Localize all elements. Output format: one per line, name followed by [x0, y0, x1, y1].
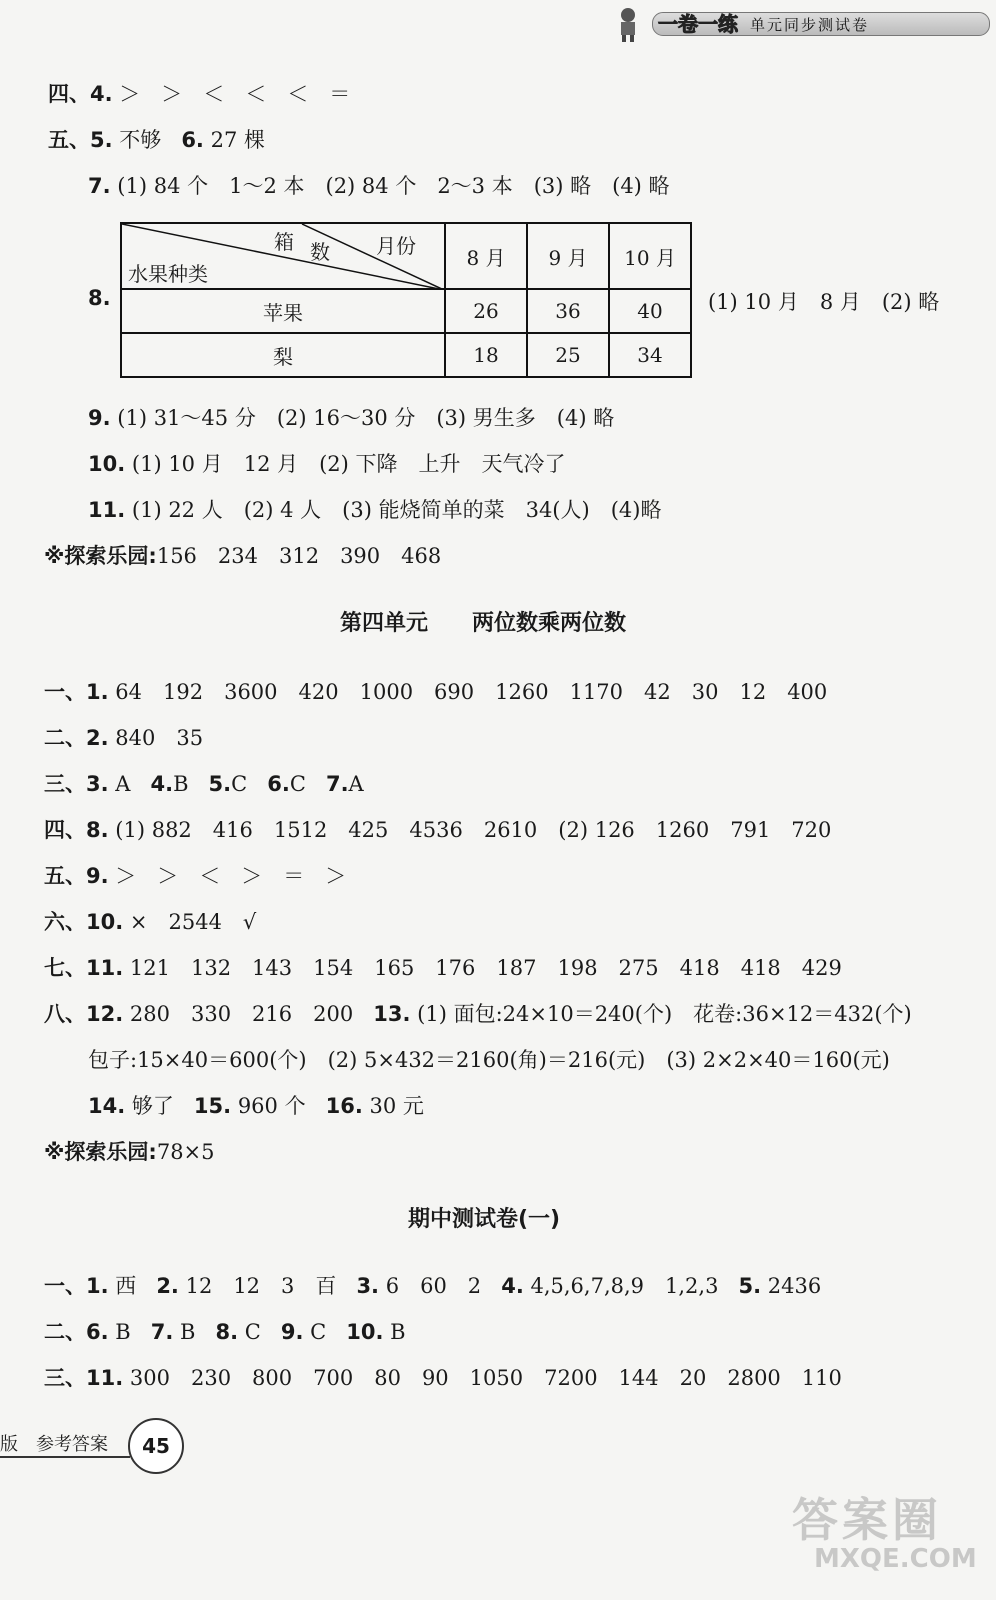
answer-line: 五、9. ＞ ＞ ＜ ＞ ＝ ＞	[44, 864, 347, 888]
row-header: 梨	[121, 333, 445, 377]
series-subtitle: 单元同步测试卷	[750, 16, 870, 34]
answer-line: 四、8. (1) 882 416 1512 425 4536 2610 (2) 126 1260 791 720	[44, 818, 832, 842]
answer-line: 10. (1) 10 月 12 月 (2) 下降 上升 天气冷了	[88, 452, 566, 476]
section-title: 期中测试卷(一)	[408, 1207, 561, 1232]
answer-line: 9. (1) 31～45 分 (2) 16～30 分 (3) 男生多 (4) 略	[88, 406, 615, 430]
answer-line: 三、11. 300 230 800 700 80 90 1050 7200 144 20 2800 110	[44, 1366, 842, 1390]
corner-label-right: 月份	[376, 234, 416, 258]
header-banner	[612, 6, 992, 40]
answer-line: 六、10. × 2544 √	[44, 910, 257, 934]
page-footer	[0, 1416, 200, 1476]
answer-line: ※探索乐园:156 234 312 390 468	[44, 544, 442, 568]
table-cell: 26	[445, 289, 527, 333]
answer-label: 8.	[88, 286, 111, 310]
corner-label-mid: 数	[310, 240, 330, 264]
table-cell: 25	[527, 333, 609, 377]
answer-line: 14. 够了 15. 960 个 16. 30 元	[88, 1094, 424, 1118]
row-header: 苹果	[121, 289, 445, 333]
footer-rule	[0, 1456, 130, 1458]
answer-line: 二、6. B 7. B 8. C 9. C 10. B	[44, 1320, 406, 1344]
answer-line: (1) 10 月 8 月 (2) 略	[708, 290, 940, 314]
footer-label: 版 参考答案	[0, 1434, 108, 1455]
answer-line: 三、3. A 4.B 5.C 6.C 7.A	[44, 772, 364, 796]
table-row	[121, 333, 691, 377]
watermark-url: MXQE.COM	[814, 1544, 977, 1574]
corner-label-top: 箱	[274, 230, 294, 254]
column-header: 8 月	[445, 223, 527, 289]
answer-line: 一、1. 64 192 3600 420 1000 690 1260 1170 42 30 12 400	[44, 680, 828, 704]
column-header: 9 月	[527, 223, 609, 289]
table-cell: 40	[609, 289, 691, 333]
table-cell: 36	[527, 289, 609, 333]
answer-line: 七、11. 121 132 143 154 165 176 187 198 275 418 418 429	[44, 956, 842, 980]
answer-line: 四、4. ＞ ＞ ＜ ＜ ＜ ＝	[48, 82, 351, 106]
watermark-main: 答案圈	[792, 1493, 942, 1547]
section-title: 第四单元 两位数乘两位数	[340, 611, 627, 636]
answer-line: 五、5. 不够 6. 27 棵	[48, 128, 265, 152]
mascot-icon	[612, 6, 644, 42]
series-title: 一卷一练	[658, 12, 738, 36]
fruit-table	[120, 222, 692, 378]
answer-line: 7. (1) 84 个 1～2 本 (2) 84 个 2～3 本 (3) 略 (4) 略	[88, 174, 670, 198]
watermark	[774, 1478, 977, 1588]
table-cell: 18	[445, 333, 527, 377]
answer-line: 11. (1) 22 人 (2) 4 人 (3) 能烧简单的菜 34(人) (4)略	[88, 498, 662, 522]
page-number: 45	[128, 1418, 184, 1474]
answer-line: 二、2. 840 35	[44, 726, 204, 750]
table-row	[121, 289, 691, 333]
answer-line: 一、1. 西 2. 12 12 3 百 3. 6 60 2 4. 4,5,6,7,8,9 1,2,3 5. 2436	[44, 1274, 822, 1298]
answer-line: ※探索乐园:78×5	[44, 1140, 215, 1164]
table-cell: 34	[609, 333, 691, 377]
corner-label-left: 水果种类	[128, 262, 208, 286]
answer-line: 八、12. 280 330 216 200 13. (1) 面包:24×10＝240(个) 花卷:36×12＝432(个)	[44, 1002, 912, 1026]
answer-line: 包子:15×40＝600(个) (2) 5×432＝2160(角)＝216(元) (3) 2×2×40＝160(元)	[88, 1048, 890, 1072]
column-header: 10 月	[609, 223, 691, 289]
table-corner-cell	[121, 223, 445, 289]
